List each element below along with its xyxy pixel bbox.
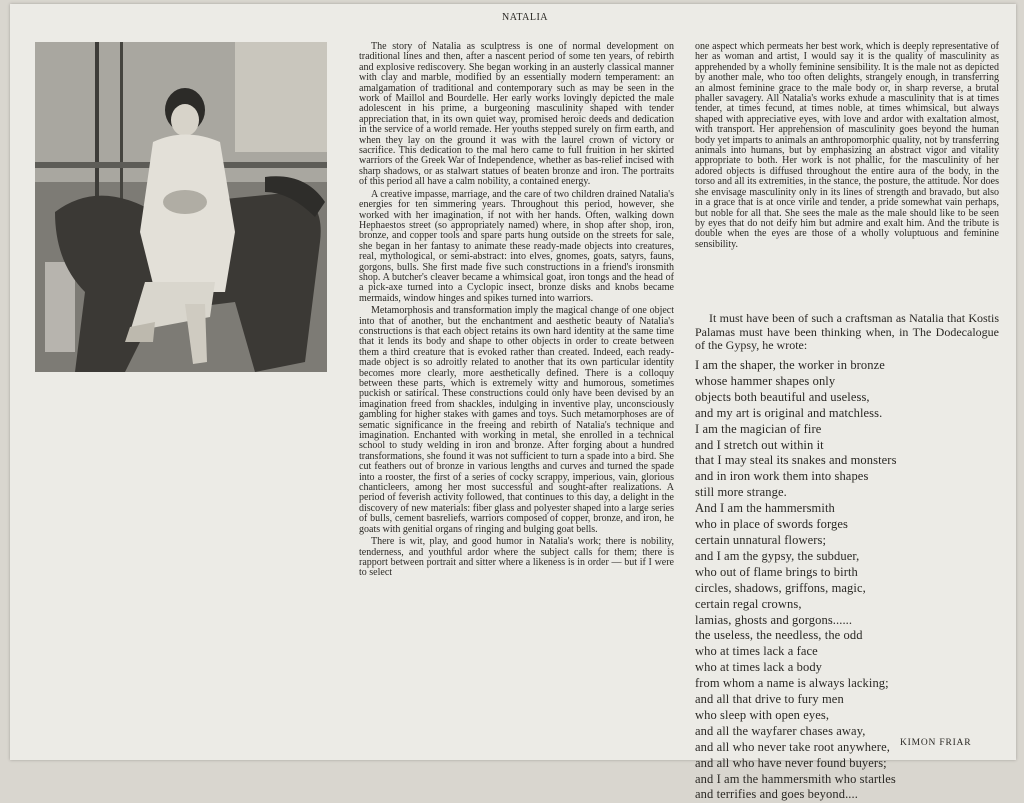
intro-text: It must have been of such a craftsman as Natalia that Kostis Palamas must have been thinking when, in The Dodecalogue of the Gypsy, he wrote:	[695, 311, 999, 352]
paragraph: There is wit, play, and good humor in Natalia's work; there is nobility, tenderness, and youthful ardor where the subject calls for them; there is rapport between portrait and sitter where a likeness is in order — but if I were to select	[359, 536, 674, 579]
paragraph: Metamorphosis and transformation imply the magical change of one object into that of another, but the enchantment and aesthetic beauty of Natalia's constructions is that each object retains its own hard identity at the same time that it lends its body and shape to other objects in order to create between them a third creature that is evoked rather than created. Indeed, each ready-made object is so adroitly related to another that its own particular identity becomes more clearly, more aesthetically defined. There is a colloquy between these parts, which is extremely witty and humorous, sometimes puckish or satirical. These constructions could only have been devised by an imagination freed from shackles, indulging in inventive play, unconsciously gambling for higher stakes with games and toys. Such metamorphoses are of sematic significance in the freeing and rebirth of Natalia's technique and imagination. Enchanted with working in metal, she enrolled in a technical school to study welding in iron and bronze. After forging about a hundred transformations, she found it was not sufficient to turn a spade into a bird. She cut feathers out of bronze in various lengths and curves and turned the spade into a rooster, the first of a series of cocky scrappy, imperious, vain, glorious chanticleers, among her most successful and sought-after realizations. A period of feverish activity followed, that continues to this day, a delight in the discovery of new materials: fiber glass and polyester shaped into a large series of bulls, cement basreliefs, warriors composed of copper, bronze, and iron, he goats with genitial organs of ringing and bulging goat bells.	[359, 305, 674, 535]
poem-line: whose hammer shapes only	[695, 373, 836, 388]
poem-line: and I am the gypsy, the subduer,	[695, 548, 860, 563]
author-signature: KIMON FRIAR	[900, 738, 972, 748]
poem-line: and all that drive to fury men	[695, 692, 844, 707]
poem-line: from whom a name is always lacking;	[695, 676, 889, 691]
poem-line: who at times lack a body	[695, 660, 823, 675]
poem-line: I am the magician of fire	[695, 421, 822, 436]
poem-line: who in place of swords forges	[695, 517, 848, 532]
poem-introduction	[695, 312, 999, 353]
poem-line: circles, shadows, griffons, magic,	[695, 580, 866, 595]
paragraph: The story of Natalia as sculptress is one of normal development on traditional lines and then, after a nascent period of some ten years, of rebirth and explosive rediscovery. She began working in an austerly classical manner with clay and marble, modified by an essentially modern temperament: an amalgamation of traditional and contemporary such as may be seen in the work of Maillol and Bourdelle. Her early works lovingly depicted the male adolescent in his prime, a burgeoning masculinity shaped with tender appreciation that, in its own quiet way, promised heroic deeds and dedication in the service of a world remade. Her youths stepped surely on firm earth, and when they lay on the ground it was with the laurel crown of victory or sacrifice. This dedication to the mal hero came to full fruition in her skirted warriors of the Greek War of Independence, whether as bas-relief incised with sharp shadows, or as stalwart statues of beaten bronze and iron. The portraits of this period all have a calm nobility, a contained energy.	[359, 41, 674, 188]
poem-line: that I may steal its snakes and monsters	[695, 453, 897, 468]
poem-line: and my art is original and matchless.	[695, 405, 883, 420]
paragraph: one aspect which permeats her best work, which is deeply representative of her as woman and artist, I would say it is the quality of masculinity as apprehended by a wholly feminine sensibility. It is the male not as depicted by another male, who too often delights, strangely enough, in transferring an almost feminine grace to the male body or, in sharp reverse, a brutal phaller savagery. All Natalia's works exhude a masculinity that is at times tender, at times fecund, at times noble, at times whimsical, but always shaped with appreciative eyes, with love and ardor with exaltation almost, with transport. Her apprehension of masculinity goes beyond the human body yet imparts to animals an anthropomorphic quality, not by transferring animals into humans, but by emphasizing an abstract vigor and vitality appropriate to both. Her work is not phallic, for the masculinity of her adored objects is diffused throughout the entire aura of the body, in the torso and all its extremities, in the stance, the posture, the attitude. Nor does she envisage masculinity only in its lines of strength and bravado, but also in a grace that is at once virile and tender, a pride somewhat vain perhaps, but noble for all that. She sees the male as the male should like to be seen by eyes that do not deify him but admire and exalt him. And the tribute is double when the eyes are those of a wholly voluptuous and feminine sensibility.	[695, 41, 999, 250]
poem-line: and in iron work them into shapes	[695, 469, 869, 484]
poem-line: and all the wayfarer chases away,	[695, 723, 866, 738]
page	[10, 4, 1016, 802]
poem-line: and all who have never found buyers;	[695, 755, 887, 770]
paragraph: A creative impasse, marriage, and the care of two children drained Natalia's energies for ten simmering years. Throughout this period, however, she worked with her imagination, if not with her hands. Often, walking down Hephaestos street (so appropriately named) where, in shop after shop, iron, bronze, and copper tools and spare parts hung outside on the streets for sale, she began in her fantasy to animate these ready-made objects into creatures, real, mythological, or semi-abstract: into elves, gnomes, goats, satyrs, fauns, gorgons, bulls. She first made five such constructions in a friend's ironsmith shop. A butcher's cleaver became a whimsical goat, iron tongs and the head of a pick-axe turned into a Cyclopic insect, bronze disks and knobs became mermaids, window hinges and spikes turned into warriors.	[359, 188, 674, 304]
poem-line: certain unnatural flowers;	[695, 532, 827, 547]
poem-line: who at times lack a face	[695, 644, 818, 659]
poem-line: And I am the hammersmith	[695, 501, 835, 516]
poem-line: and I am the hammersmith who startles	[695, 771, 896, 786]
poem-line: who sleep with open eyes,	[695, 707, 830, 722]
poem-line: and all who never take root anywhere,	[695, 739, 890, 754]
poem-line: who out of flame brings to birth	[695, 564, 858, 579]
article-column-2	[359, 42, 674, 579]
poem-line: objects both beautiful and useless,	[695, 389, 870, 404]
poem-line: I am the shaper, the worker in bronze	[695, 358, 885, 372]
article-column-3	[695, 42, 999, 250]
poem	[695, 358, 999, 803]
poem-line: certain regal crowns,	[695, 596, 802, 611]
sculptress-photo	[35, 42, 327, 372]
poem-line: and terrifies and goes beyond....	[695, 787, 858, 802]
poem-line: still more strange.	[695, 485, 787, 500]
poem-line: lamias, ghosts and gorgons......	[695, 612, 853, 627]
poem-line: and I stretch out within it	[695, 437, 824, 452]
photo-sculptress-icon	[35, 42, 327, 372]
page-title: NATALIA	[501, 12, 549, 23]
poem-line: the useless, the needless, the odd	[695, 628, 863, 643]
